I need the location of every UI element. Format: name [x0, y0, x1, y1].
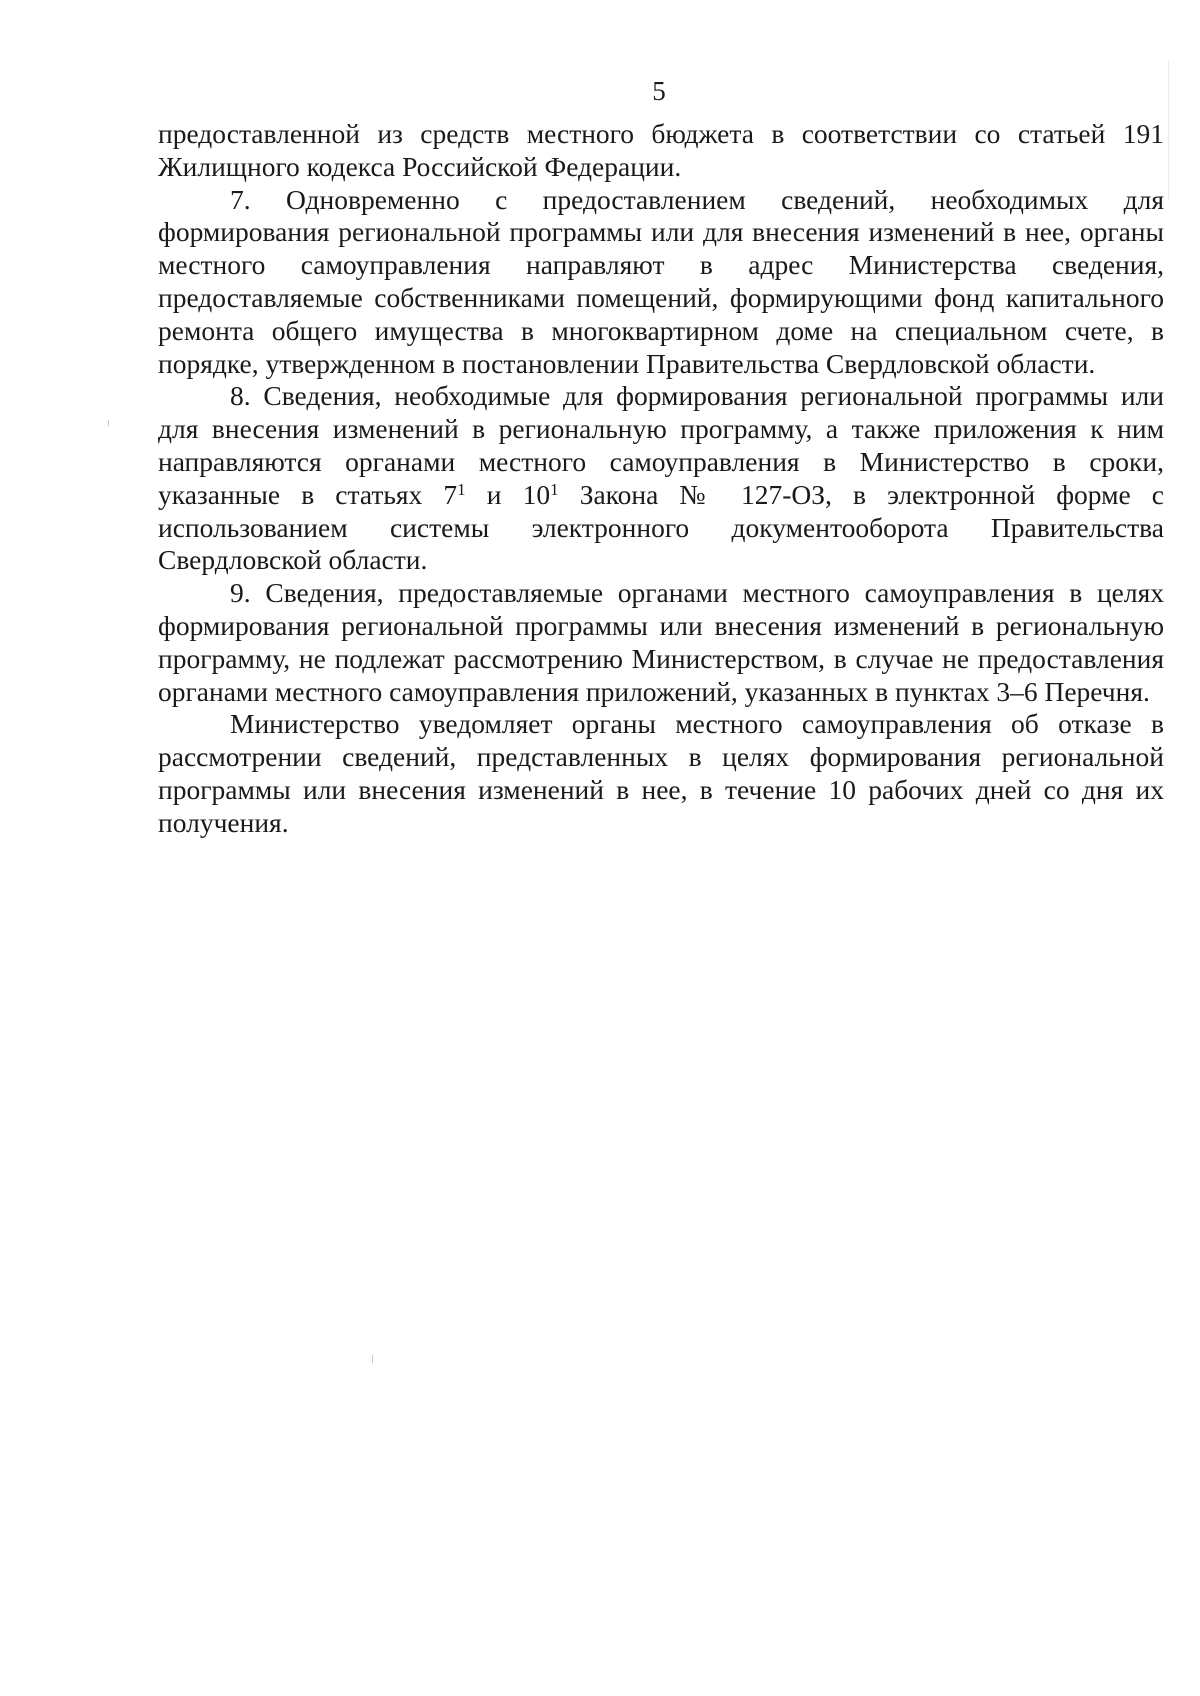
superscript-article-10-1: 1 [550, 479, 559, 499]
scan-mark [108, 420, 109, 426]
paragraph-9: 9. Сведения, предоставляемые органами местного самоуправления в целях формирования региональной программы или внесения изменений в региональную программу, не подлежат рассмотрению Министерством, в случае не предоставления органами местного самоуправления приложений, указанных в пунктах 3–6 Перечня. [158, 577, 1164, 707]
paragraph-continuation: предоставленной из средств местного бюджета в соответствии со статьей 191 Жилищного кодекса Российской Федерации. [158, 118, 1164, 182]
document-body [158, 118, 1164, 840]
superscript-article-7-1: 1 [457, 479, 466, 499]
scan-mark [1168, 60, 1169, 200]
scan-mark [372, 1355, 373, 1363]
paragraph-8-part-3: Закона № 127-ОЗ, в электронной форме с использованием системы электронного документооборота Правительства Свердловской области. [158, 478, 1165, 576]
paragraph-8 [158, 380, 1164, 577]
paragraph-8-part-1: 8. Сведения, необходимые для формирования региональной программы или для внесения изменений в региональную программу, а также приложения к ним направляются органами местного самоуправления в Министерство в сроки, указанные в статьях 7 [158, 380, 1164, 510]
page-number: 5 [652, 76, 666, 106]
paragraph-8-part-2: и 10 [465, 478, 551, 510]
paragraph-refusal-notice: Министерство уведомляет органы местного самоуправления об отказе в рассмотрении сведений, представленных в целях формирования региональной программы или внесения изменений в нее, в течение 10 рабочих дней со дня их получения. [158, 708, 1164, 838]
paragraph-7: 7. Одновременно с предоставлением сведений, необходимых для формирования региональной программы или для внесения изменений в нее, органы местного самоуправления направляют в адрес Министерства сведения, предоставляемые собственниками помещений, формирующими фонд капитального ремонта общего имущества в многоквартирном доме на специальном счете, в порядке, утвержденном в постановлении Правительства Свердловской области. [158, 183, 1164, 379]
